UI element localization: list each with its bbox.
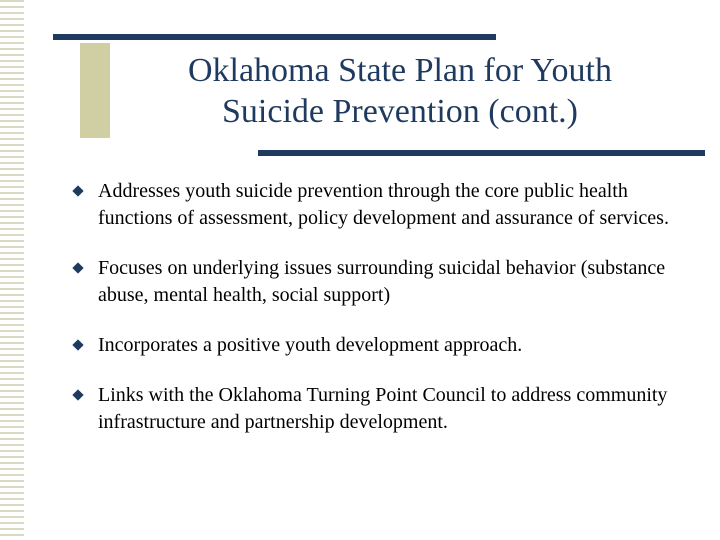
bullet-text: Addresses youth suicide prevention through the core public health functions of assessment, policy development and assurance of services. (98, 180, 669, 229)
bullet-item (70, 178, 690, 232)
bullet-text: Links with the Oklahoma Turning Point Council to address community infrastructure and partnership development. (98, 384, 668, 433)
decorative-stripes (0, 0, 24, 540)
diamond-bullet-icon (72, 262, 83, 273)
slide-title (110, 50, 690, 132)
bullet-text: Incorporates a positive youth development approach. (98, 334, 523, 356)
diamond-bullet-icon (72, 339, 83, 350)
title-top-rule (53, 34, 496, 40)
title-bottom-rule (258, 150, 705, 156)
bullet-item (70, 382, 690, 436)
slide-title-line-1: Oklahoma State Plan for Youth (187, 52, 613, 89)
bullet-item (70, 332, 690, 359)
bullet-list (70, 178, 690, 459)
bullet-item (70, 255, 690, 309)
slide-title-line-2: Suicide Prevention (cont.) (222, 93, 578, 130)
title-accent-block (80, 43, 110, 138)
diamond-bullet-icon (72, 389, 83, 400)
bullet-text: Focuses on underlying issues surrounding suicidal behavior (substance abuse, mental health, social support) (98, 257, 666, 306)
diamond-bullet-icon (72, 185, 83, 196)
